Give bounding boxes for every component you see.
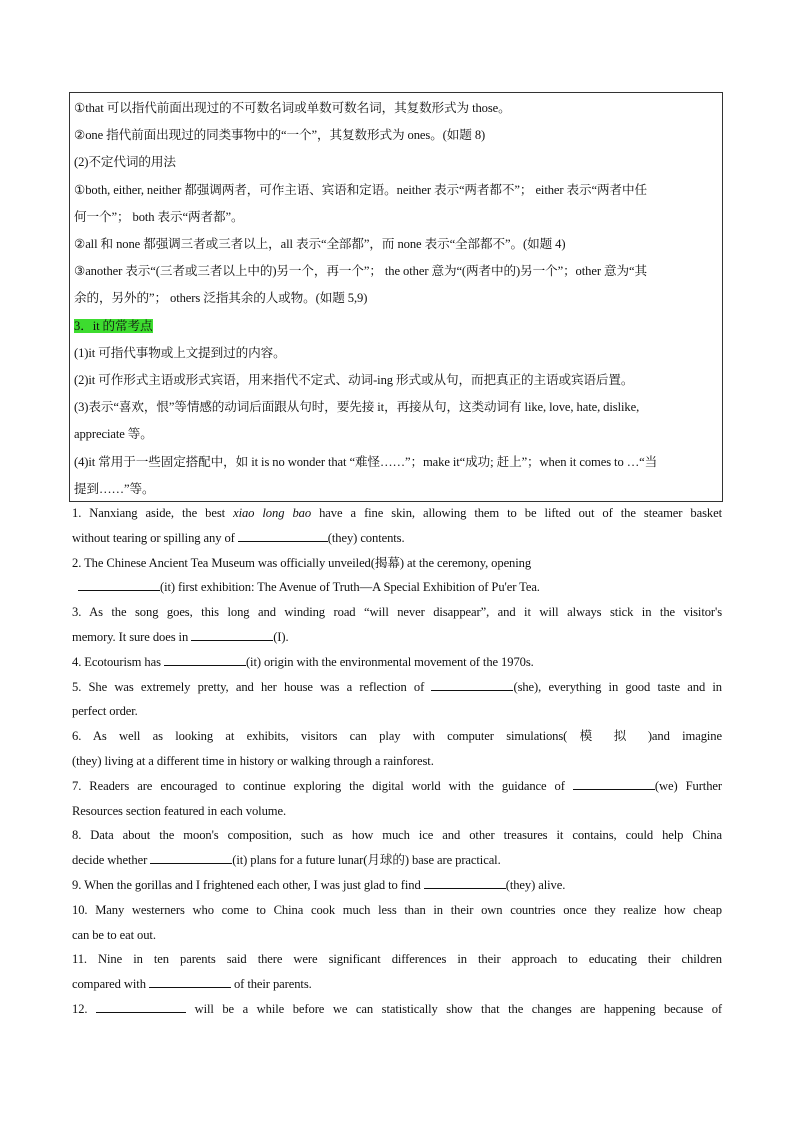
section-heading-line	[74, 313, 718, 340]
note-line: (2)不定代词的用法	[74, 155, 176, 170]
question-text: 9. When the gorillas and I frightened each other, I was just glad to find	[72, 877, 424, 892]
note-line: 提到……”等。	[74, 481, 155, 496]
grammar-notes-box	[69, 92, 723, 502]
note-line: 何一个”； both 表示“两者都”。	[74, 209, 244, 224]
question-text: 8. Data about the moon's composition, such as how much ice and other treasures it contains, could help China	[72, 828, 722, 843]
question-5	[72, 675, 722, 725]
question-text: Resources section featured in each volume.	[72, 803, 287, 818]
note-line: (2)it 可作形式主语或形式宾语，用来指代不定式、动词-ing 形式或从句，而把真正的主语或宾语后置。	[74, 373, 634, 388]
answer-blank[interactable]	[573, 777, 655, 790]
question-6	[72, 724, 722, 774]
question-text: compared with	[72, 977, 149, 992]
question-text: 1. Nanxiang aside, the best	[72, 506, 234, 520]
answer-blank[interactable]	[150, 851, 232, 864]
question-1	[72, 501, 722, 551]
question-text: (it) plans for a future lunar(月球的) base are practical.	[232, 853, 501, 868]
question-text: have a fine skin, allowing them to be lifted out of the steamer basket	[311, 506, 722, 520]
answer-blank[interactable]	[164, 653, 246, 666]
question-text: 12.	[72, 1001, 97, 1016]
question-text: without tearing or spilling any of	[72, 530, 238, 545]
answer-blank[interactable]	[191, 628, 273, 641]
question-text: perfect order.	[72, 704, 138, 719]
exercise-list	[72, 501, 722, 1022]
question-text: 4. Ecotourism has	[72, 654, 164, 669]
question-text: can be to eat out.	[72, 927, 156, 942]
question-text: 11. Nine in ten parents said there were significant differences in their approach to educating their children	[72, 952, 722, 967]
answer-blank[interactable]	[96, 1000, 186, 1013]
note-line: (3)表示“喜欢，恨”等情感的动词后面跟从句时，要先接 it，再接从句，这类动词有 like, love, hate, dislike,	[74, 400, 640, 415]
question-2	[72, 551, 722, 601]
question-4	[72, 650, 722, 675]
question-text: (it) origin with the environmental movement of the 1970s.	[245, 654, 534, 669]
question-text: 2. The Chinese Ancient Tea Museum was officially unveiled(揭幕) at the ceremony, opening	[72, 555, 532, 570]
question-text: (they) alive.	[505, 877, 566, 892]
note-line: ②all 和 none 都强调三者或三者以上，all 表示“全部都”，而 none 表示“全部都不”。(如题 4)	[74, 237, 566, 252]
question-text: 5. She was extremely pretty, and her house was a reflection of	[72, 679, 432, 694]
note-line: ①that 可以指代前面出现过的不可数名词或单数可数名词，其复数形式为 those。	[74, 101, 511, 115]
note-line: appreciate 等。	[74, 427, 153, 442]
question-text: will be a while before we can statistically show that the changes are happening because of	[186, 1001, 722, 1016]
question-text: (we) Further	[654, 778, 722, 793]
question-3	[72, 600, 722, 650]
question-10	[72, 898, 722, 948]
answer-blank[interactable]	[424, 876, 506, 889]
question-8	[72, 823, 722, 873]
answer-blank[interactable]	[149, 975, 231, 988]
question-text: decide whether	[72, 853, 151, 868]
question-text: (I).	[273, 629, 289, 644]
question-12	[72, 997, 722, 1022]
answer-blank[interactable]	[78, 578, 160, 591]
question-11	[72, 947, 722, 997]
question-text: 3. As the song goes, this long and winding road “will never disappear”, and it will always stick in the visitor's	[72, 605, 722, 620]
question-text: (it) first exhibition: The Avenue of Truth—A Special Exhibition of Pu'er Tea.	[160, 580, 540, 595]
question-text: xiao long bao	[233, 506, 312, 520]
section-heading: 3．it 的常考点	[74, 318, 153, 333]
question-7	[72, 774, 722, 824]
answer-blank[interactable]	[238, 529, 328, 542]
question-text: (they) contents.	[327, 530, 405, 545]
question-text: 6. As well as looking at exhibits, visitors can play with computer simulations( 模 拟 )and imagine	[72, 729, 722, 744]
question-text: memory. It sure does in	[72, 629, 192, 644]
note-line: (4)it 常用于一些固定搭配中，如 it is no wonder that “难怪……”；make it“成功; 赶上”；when it comes to …“当	[74, 454, 658, 469]
question-text: (they) living at a different time in history or walking through a rainforest.	[72, 753, 434, 768]
note-line: ③another 表示“(三者或三者以上中的)另一个，再一个”； the other 意为“(两者中的)另一个”；other 意为“其	[74, 264, 647, 279]
answer-blank[interactable]	[431, 678, 513, 691]
question-text: 10. Many westerners who come to China cook much less than in their own countries once they realize how cheap	[72, 902, 722, 917]
question-text: of their parents.	[230, 977, 312, 992]
note-line: (1)it 可指代事物或上文提到过的内容。	[74, 345, 286, 360]
note-line: ①both, either, neither 都强调两者，可作主语、宾语和定语。neither 表示“两者都不”； either 表示“两者中任	[74, 182, 648, 197]
question-text: (she), everything in good taste and in	[513, 679, 722, 694]
question-text: 7. Readers are encouraged to continue exploring the digital world with the guidance of	[72, 778, 573, 793]
note-line: ②one 指代前面出现过的同类事物中的“一个”，其复数形式为 ones。(如题 8)	[74, 128, 486, 143]
question-9	[72, 873, 722, 898]
note-line: 余的，另外的”； others 泛指其余的人或物。(如题 5,9)	[74, 291, 368, 306]
